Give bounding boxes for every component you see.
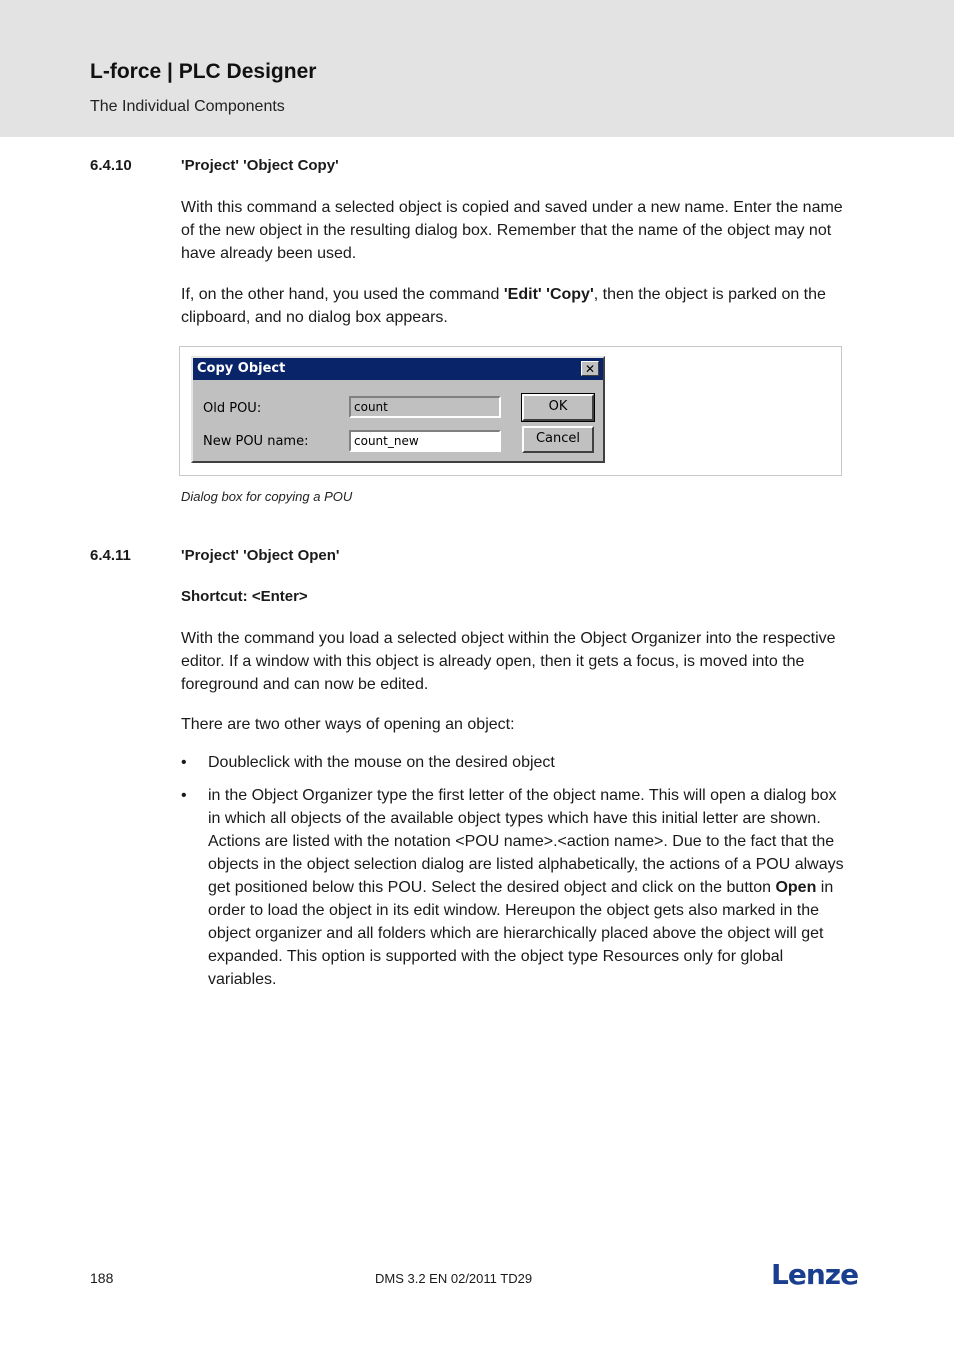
shortcut-label: Shortcut: <Enter> — [181, 588, 308, 605]
document-reference: DMS 3.2 EN 02/2011 TD29 — [375, 1271, 533, 1286]
new-pou-label: New POU name: — [203, 434, 309, 449]
paragraph: There are two other ways of opening an object: — [181, 716, 515, 733]
bullet-icon: • — [181, 787, 187, 804]
figure-caption: Dialog box for copying a POU — [181, 489, 353, 504]
paragraph: With this command a selected object is copied and saved under a new name. Enter the name of the new object in the resulting dialog box. Remember that the name of the object may not have already been used. — [181, 199, 843, 262]
page-header — [0, 0, 954, 137]
dialog-title: Copy Object — [197, 361, 286, 376]
old-pou-field: count — [349, 396, 501, 418]
page-number: 188 — [90, 1270, 114, 1286]
bullet-icon: • — [181, 754, 187, 771]
close-icon[interactable]: ✕ — [581, 361, 599, 376]
new-pou-name-input[interactable]: count_new — [349, 430, 501, 452]
section-number: 6.4.10 — [90, 157, 132, 174]
list-item-text: in the Object Organizer type the first letter of the object name. This will open a dialog box in which all objects of the available object types which have this initial letter are shown. Actions are listed with the notation <POU name>.<action name>. Due to the fact that the objects in the object selection dialog are listed alphabetically, the actions of a POU always get positioned below this POU. Select the desired object and click on the button Open in order to load the object in its edit window. Hereupon the object gets also marked in the object organizer and all folders which are hierarchically placed above the object will get expanded. This option is supported with the object type Resources only for global variables. — [208, 787, 844, 988]
document-title: L-force | PLC Designer — [90, 60, 317, 83]
copy-object-dialog — [191, 356, 605, 463]
list-item-text: Doubleclick with the mouse on the desired object — [208, 754, 555, 771]
section-title: 'Project' 'Object Open' — [181, 547, 340, 564]
lenze-logo: Lenze — [771, 1258, 859, 1291]
section-title: 'Project' 'Object Copy' — [181, 157, 339, 174]
ok-button[interactable]: OK — [522, 394, 594, 421]
paragraph: With the command you load a selected object within the Object Organizer into the respective editor. If a window with this object is already open, then it gets a focus, is moved into the foreground and can now be edited. — [181, 630, 836, 693]
document-subtitle: The Individual Components — [90, 98, 285, 115]
section-number: 6.4.11 — [90, 547, 131, 564]
old-pou-label: Old POU: — [203, 401, 262, 416]
paragraph: If, on the other hand, you used the command 'Edit' 'Copy', then the object is parked on the clipboard, and no dialog box appears. — [181, 286, 826, 326]
cancel-button[interactable]: Cancel — [522, 426, 594, 453]
dialog-titlebar[interactable] — [193, 358, 603, 380]
